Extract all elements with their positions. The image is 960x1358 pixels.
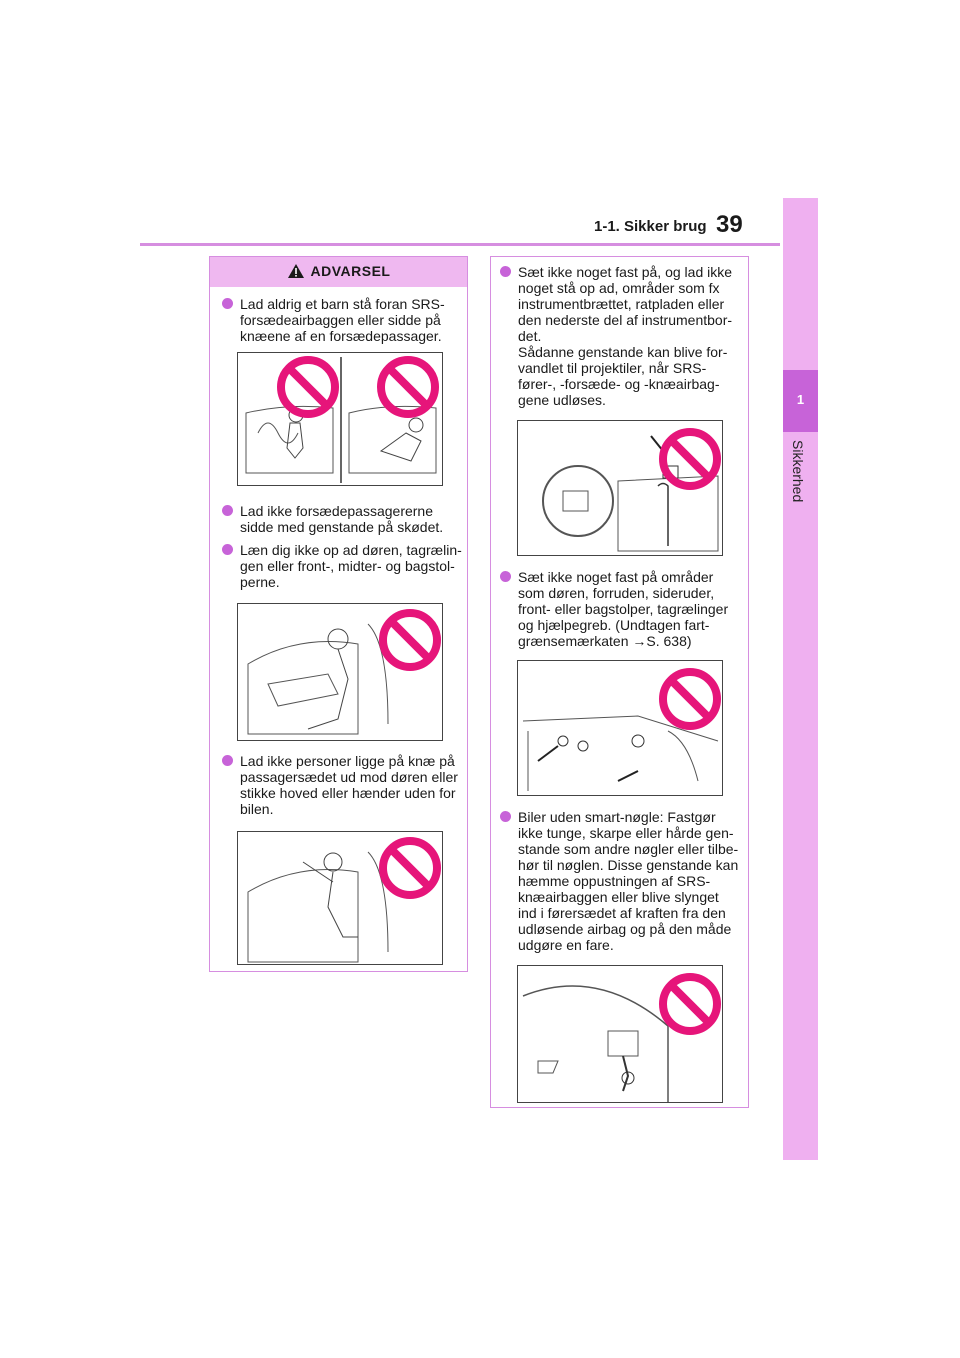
figure-key-ring	[517, 965, 723, 1103]
figure-kneeling-seat	[237, 831, 443, 965]
continued-warning-box	[490, 256, 749, 1108]
figure-leaning-door	[237, 603, 443, 741]
right-bullet-2: Sæt ikke noget fast på områder som døren, forruden, sideruder, front- eller bagstolper, tagrælinger og hjælpegreb. (Undtagen fart- grænsemærkaten →S. 638)	[518, 569, 746, 649]
right-bullet-3: Biler uden smart-nøgle: Fastgør ikke tunge, skarpe eller hårde gen- stande som andre nøgler eller tilbe- hør til nøglen. Disse genstande kan hæmme oppustningen af SRS- knæairbaggen eller blive slynget ind i førersædet af kraften fra den udløsende airbag og på den måde udgøre en fare.	[518, 809, 746, 953]
chapter-label: Sikkerhed	[790, 440, 806, 503]
warning-bullet-1: Lad aldrig et barn stå foran SRS- forsædeairbaggen eller sidde på knæene af en forsædepassager.	[240, 296, 465, 344]
bullet-dot-icon	[222, 505, 233, 516]
warning-bullet-2: Lad ikke forsædepassagererne sidde med genstande på skødet.	[240, 503, 465, 535]
warning-bullet-4: Lad ikke personer ligge på knæ på passagersædet ud mod døren eller stikke hoved eller hænder uden for bilen.	[240, 753, 465, 817]
chapter-tab	[783, 198, 818, 1160]
figure-dashboard-objects	[517, 420, 723, 556]
header-rule	[140, 243, 780, 246]
bullet-dot-icon	[222, 755, 233, 766]
right-bullet-1: Sæt ikke noget fast på, og lad ikke noget stå op ad, områder som fx instrumentbrættet, ratpladen eller den nederste del af instrumentbor- det. Sådanne genstande kan blive for- vandlet til projektiler, når SRS- fører-, -forsæde- og -knæairbag- gene udløses.	[518, 264, 746, 408]
figure-pillars-rails	[517, 660, 723, 796]
warning-header	[210, 257, 467, 287]
warning-title: ADVARSEL	[310, 263, 391, 279]
page-number: 39	[716, 211, 743, 238]
warning-triangle-icon	[287, 263, 305, 279]
bullet-dot-icon	[500, 811, 511, 822]
chapter-number: 1	[796, 392, 805, 407]
bullet-dot-icon	[222, 298, 233, 309]
bullet-dot-icon	[222, 544, 233, 555]
warning-box	[209, 256, 468, 972]
bullet-dot-icon	[500, 571, 511, 582]
section-title: 1-1. Sikker brug	[594, 218, 707, 235]
figure-child-front-seat	[237, 352, 443, 486]
bullet-dot-icon	[500, 266, 511, 277]
warning-bullet-3: Læn dig ikke op ad døren, tagrælin- gen eller front-, midter- og bagstol- perne.	[240, 542, 465, 590]
